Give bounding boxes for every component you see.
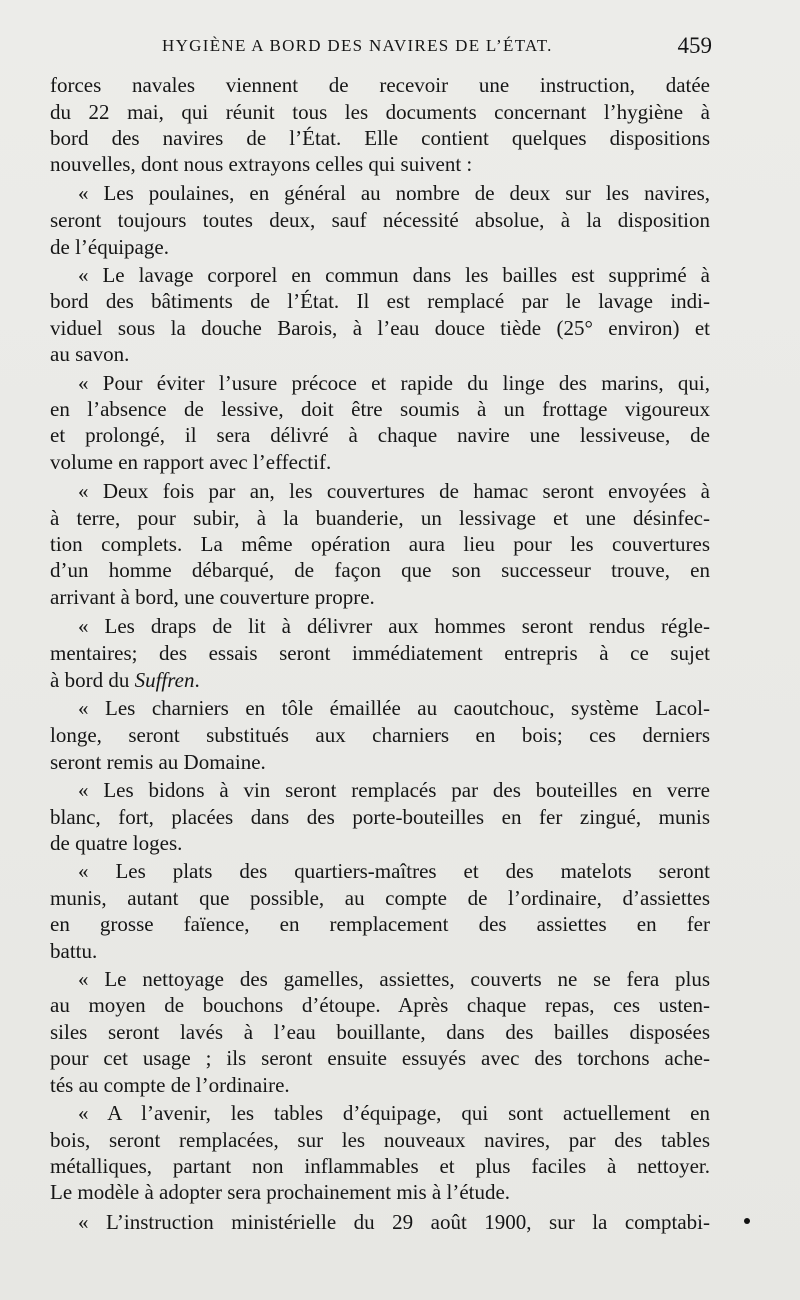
text-line: arrivant à bord, une couverture propre. xyxy=(50,585,375,609)
text-line: à bord du Suffren. xyxy=(50,668,200,692)
text-line: tés au compte de l’ordinaire. xyxy=(50,1073,290,1097)
text-line: seront toujours toutes deux, sauf nécessité absolue, à la disposition xyxy=(50,208,710,232)
text-line: « A l’avenir, les tables d’équipage, qui sont actuellement en xyxy=(78,1101,710,1125)
text-line: « Les plats des quartiers-maîtres et des matelots seront xyxy=(78,859,710,883)
text-line: au savon. xyxy=(50,342,130,366)
text-line: « Les draps de lit à délivrer aux hommes seront rendus régle- xyxy=(78,614,710,638)
text-line: volume en rapport avec l’effectif. xyxy=(50,450,332,474)
text-line: « Les poulaines, en général au nombre de deux sur les navires, xyxy=(78,181,710,205)
running-title: HYGIÈNE A BORD DES NAVIRES DE L’ÉTAT. xyxy=(162,36,553,55)
text-line: seront remis au Domaine. xyxy=(50,750,266,774)
text-line: et prolongé, il sera délivré à chaque navire une lessiveuse, de xyxy=(50,423,710,447)
text-line: viduel sous la douche Barois, à l’eau douce tiède (25° environ) et xyxy=(50,316,710,340)
text-line: nouvelles, dont nous extrayons celles qui suivent : xyxy=(50,152,473,176)
text-line: siles seront lavés à l’eau bouillante, dans des bailles disposées xyxy=(50,1020,710,1044)
text-line: de l’équipage. xyxy=(50,235,169,259)
text-line: du 22 mai, qui réunit tous les documents concernant l’hygiène à xyxy=(50,100,710,124)
text-line: « Le lavage corporel en commun dans les bailles est supprimé à xyxy=(78,263,710,287)
text-line: métalliques, partant non inflammables et plus faciles à nettoyer. xyxy=(50,1154,710,1178)
text-line: « Les charniers en tôle émaillée au caoutchouc, système Lacol- xyxy=(78,696,710,720)
text-line: « Pour éviter l’usure précoce et rapide du linge des marins, qui, xyxy=(78,371,710,395)
text-line: battu. xyxy=(50,939,98,963)
text-line: en l’absence de lessive, doit être soumis à un frottage vigoureux xyxy=(50,397,710,421)
italic-ship-name: Suffren xyxy=(134,668,195,692)
text-line: bord des bâtiments de l’État. Il est remplacé par le lavage indi- xyxy=(50,289,710,313)
text-line: au moyen de bouchons d’étoupe. Après chaque repas, ces usten- xyxy=(50,993,710,1017)
text-line: Le modèle à adopter sera prochainement mis à l’étude. xyxy=(50,1180,511,1204)
text-line: blanc, fort, placées dans des porte-bouteilles en fer zingué, munis xyxy=(50,805,710,829)
text-line: mentaires; des essais seront immédiatement entrepris à ce sujet xyxy=(50,641,710,665)
text-line: en grosse faïence, en remplacement des assiettes en fer xyxy=(50,912,710,936)
text-line: munis, autant que possible, au compte de l’ordinaire, d’assiettes xyxy=(50,886,710,910)
text-line: tion complets. La même opération aura lieu pour les couvertures xyxy=(50,532,710,556)
text-line: longe, seront substitués aux charniers en bois; ces derniers xyxy=(50,723,710,747)
text-line: bord des navires de l’État. Elle contient quelques dispositions xyxy=(50,126,710,150)
text-line: « Le nettoyage des gamelles, assiettes, couverts ne se fera plus xyxy=(78,967,710,991)
text-line: « Deux fois par an, les couvertures de hamac seront envoyées à xyxy=(78,479,710,503)
text-line: d’un homme débarqué, de façon que son successeur trouve, en xyxy=(50,558,710,582)
page-number: 459 xyxy=(677,33,712,58)
text-line: « L’instruction ministérielle du 29 août 1900, sur la comptabi- xyxy=(78,1210,710,1234)
text-line: bois, seront remplacées, sur les nouveaux navires, par des tables xyxy=(50,1128,710,1152)
ink-speck xyxy=(744,1218,750,1224)
running-head xyxy=(0,33,800,66)
text-line: forces navales viennent de recevoir une instruction, datée xyxy=(50,73,710,97)
text-line: de quatre loges. xyxy=(50,831,183,855)
text-line: pour cet usage ; ils seront ensuite essuyés avec des torchons ache- xyxy=(50,1046,710,1070)
text-line: à terre, pour subir, à la buanderie, un lessivage et une désinfec- xyxy=(50,506,710,530)
text-line: « Les bidons à vin seront remplacés par des bouteilles en verre xyxy=(78,778,710,802)
